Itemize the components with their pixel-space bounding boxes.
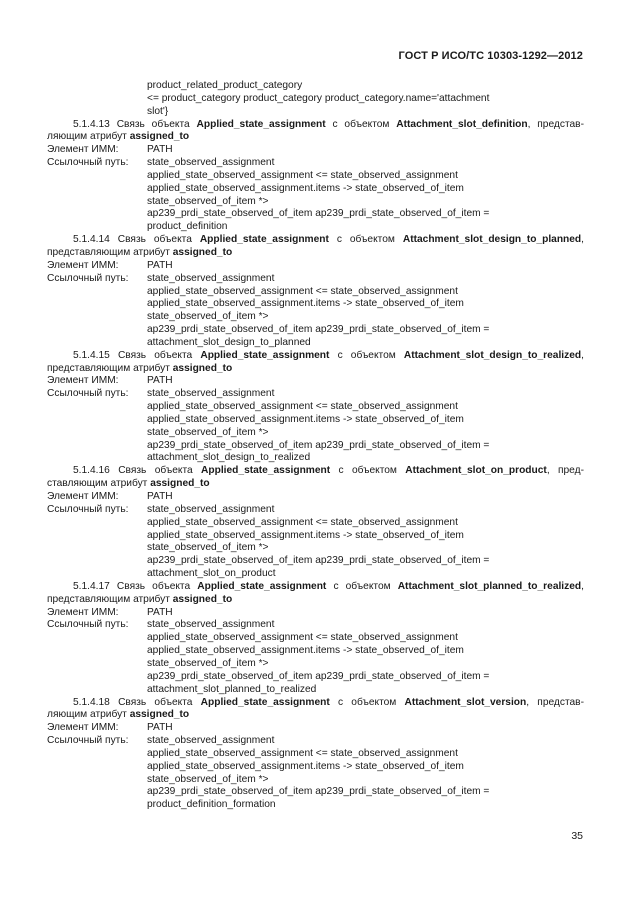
reference-path [147, 157, 584, 234]
element-label: Элемент ИММ: [47, 491, 119, 502]
path-line: attachment_slot_design_to_realized [147, 452, 311, 464]
section-pre: Связь объекта [116, 580, 191, 592]
section-number: 5.1.4.15 [73, 349, 110, 361]
element-row [47, 260, 584, 273]
path-line: state_observed_assignment [147, 157, 275, 169]
element-label: Элемент ИММ: [47, 375, 119, 387]
page-number: 35 [571, 830, 583, 842]
reference-label: Ссылочный путь: [47, 272, 129, 284]
element-label: Элемент ИММ: [47, 144, 119, 156]
section [47, 465, 584, 581]
section-target: Attachment_slot_on_product [405, 465, 547, 477]
element-label: Элемент ИММ: [47, 259, 119, 271]
path-line: state_observed_of_item *> [147, 311, 269, 323]
path-line: attachment_slot_on_product [147, 568, 276, 580]
path-line: ap239_prdi_state_observed_of_item ap239_prdi_state_observed_of_item = [147, 208, 490, 220]
section-tail2: ставляющим атрибут [47, 478, 148, 490]
section-target: Attachment_slot_design_to_planned [402, 234, 582, 246]
section-heading-line1 [47, 350, 584, 363]
section-number: 5.1.4.16 [73, 465, 110, 477]
element-value: PATH [147, 144, 173, 156]
section-heading-line2 [47, 709, 584, 722]
section-number: 5.1.4.14 [73, 234, 110, 246]
reference-row [47, 504, 584, 581]
section-attr: assigned_to [129, 709, 190, 721]
section-entity: Applied_state_assignment [197, 580, 327, 592]
section-attr: assigned_to [172, 362, 233, 374]
section-pre: Связь объекта [118, 465, 193, 477]
reference-label: Ссылочный путь: [47, 735, 129, 747]
reference-label: Ссылочный путь: [47, 388, 129, 400]
path-line: ap239_prdi_state_observed_of_item ap239_prdi_state_observed_of_item = [147, 786, 490, 798]
page-header: ГОСТ Р ИСО/ТС 10303-1292—2012 [398, 50, 583, 62]
path-line: applied_state_observed_assignment <= state_observed_assignment [147, 169, 458, 181]
element-label: Элемент ИММ: [47, 606, 119, 618]
reference-label: Ссылочный путь: [47, 157, 129, 169]
section-heading-line2 [47, 131, 584, 144]
section-number: 5.1.4.17 [73, 580, 110, 592]
section-attr: assigned_to [172, 593, 233, 605]
section-number: 5.1.4.13 [73, 118, 110, 130]
path-line: applied_state_observed_assignment <= state_observed_assignment [147, 747, 458, 759]
reference-label: Ссылочный путь: [47, 503, 129, 515]
section-pre: Связь объекта [116, 118, 190, 130]
element-value: PATH [147, 259, 173, 271]
path-line: state_observed_of_item *> [147, 657, 269, 669]
reference-row [47, 273, 584, 350]
path-line: ap239_prdi_state_observed_of_item ap239_prdi_state_observed_of_item = [147, 555, 490, 567]
path-line: applied_state_observed_assignment.items -> state_observed_of_item [147, 645, 464, 657]
section-attr: assigned_to [129, 131, 190, 143]
section-entity: Applied_state_assignment [196, 118, 326, 130]
section-tail1: , пред- [546, 465, 584, 477]
section-mid: с объектом [336, 234, 395, 246]
section-heading-line2 [47, 478, 584, 491]
section-mid: с объектом [332, 118, 390, 130]
element-value: PATH [147, 606, 173, 618]
reference-row [47, 619, 584, 696]
section-heading-line1 [47, 465, 584, 478]
path-line: applied_state_observed_assignment.items -> state_observed_of_item [147, 529, 464, 541]
path-line: state_observed_of_item *> [147, 773, 269, 785]
path-line: ap239_prdi_state_observed_of_item ap239_prdi_state_observed_of_item = [147, 670, 490, 682]
section-entity: Applied_state_assignment [201, 465, 331, 477]
intro-line: slot'} [147, 105, 169, 117]
path-line: state_observed_assignment [147, 735, 275, 747]
section-heading-line1 [47, 581, 584, 594]
section-tail1: , представ- [526, 696, 584, 708]
path-line: state_observed_of_item *> [147, 195, 269, 207]
section-heading-line2 [47, 594, 584, 607]
path-line: applied_state_observed_assignment <= state_observed_assignment [147, 401, 458, 413]
section-target: Attachment_slot_planned_to_realized [397, 580, 582, 592]
section-entity: Applied_state_assignment [199, 234, 329, 246]
element-label: Элемент ИММ: [47, 722, 119, 734]
section-tail2: представляющим атрибут [47, 593, 170, 605]
section [47, 350, 584, 466]
reference-path [147, 273, 584, 350]
path-line: applied_state_observed_assignment.items -> state_observed_of_item [147, 182, 464, 194]
path-line: applied_state_observed_assignment.items -> state_observed_of_item [147, 760, 464, 772]
section [47, 119, 584, 235]
element-value: PATH [147, 491, 173, 502]
section-tail2: представляющим атрибут [47, 362, 170, 374]
section-tail1: , [581, 349, 584, 361]
path-line: ap239_prdi_state_observed_of_item ap239_prdi_state_observed_of_item = [147, 439, 490, 451]
reference-row [47, 157, 584, 234]
path-line: applied_state_observed_assignment <= state_observed_assignment [147, 632, 458, 644]
section-heading-line2 [47, 363, 584, 376]
section-pre: Связь объекта [117, 234, 192, 246]
reference-path [147, 388, 584, 465]
element-value: PATH [147, 375, 173, 387]
element-row [47, 722, 584, 735]
path-line: applied_state_observed_assignment <= state_observed_assignment [147, 516, 458, 528]
reference-path [147, 504, 584, 581]
section-tail1: , [581, 234, 584, 246]
path-line: applied_state_observed_assignment.items -> state_observed_of_item [147, 413, 464, 425]
section-tail2: ляющим атрибут [47, 131, 127, 143]
section-mid: с объектом [338, 465, 397, 477]
section-entity: Applied_state_assignment [200, 696, 330, 708]
reference-path [147, 735, 584, 812]
path-line: state_observed_assignment [147, 503, 275, 515]
section-pre: Связь объекта [117, 349, 193, 361]
path-line: product_definition [147, 221, 228, 233]
reference-row [47, 735, 584, 812]
reference-path [147, 619, 584, 696]
section-heading-line1 [47, 234, 584, 247]
intro-block [47, 80, 584, 119]
intro-line: <= product_category product_category product_category.name='attachment [147, 92, 490, 104]
path-line: applied_state_observed_assignment <= state_observed_assignment [147, 285, 458, 297]
section-heading-line2 [47, 247, 584, 260]
document-body [47, 80, 584, 812]
path-line: ap239_prdi_state_observed_of_item ap239_prdi_state_observed_of_item = [147, 324, 490, 336]
intro-line: product_related_product_category [147, 80, 303, 91]
section-target: Attachment_slot_definition [396, 118, 528, 130]
section-attr: assigned_to [172, 246, 233, 258]
element-row [47, 144, 584, 157]
section-mid: с объектом [333, 580, 391, 592]
section-attr: assigned_to [150, 478, 210, 490]
path-line: state_observed_of_item *> [147, 542, 269, 554]
element-value: PATH [147, 722, 173, 734]
section-tail2: ляющим атрибут [47, 709, 127, 721]
path-line: attachment_slot_design_to_planned [147, 336, 311, 348]
section-mid: с объектом [337, 696, 397, 708]
sections-container [47, 119, 584, 813]
path-line: state_observed_assignment [147, 619, 275, 631]
section-target: Attachment_slot_version [404, 696, 527, 708]
element-row [47, 375, 584, 388]
path-line: state_observed_assignment [147, 388, 275, 400]
section-target: Attachment_slot_design_to_realized [403, 349, 582, 361]
section-heading-line1 [47, 697, 584, 710]
section-number: 5.1.4.18 [73, 696, 110, 708]
reference-label: Ссылочный путь: [47, 619, 129, 631]
path-line: state_observed_assignment [147, 272, 275, 284]
path-line: applied_state_observed_assignment.items -> state_observed_of_item [147, 298, 464, 310]
section [47, 697, 584, 813]
section-mid: с объектом [337, 349, 396, 361]
section-tail1: , представ- [527, 118, 584, 130]
section-tail2: представляющим атрибут [47, 246, 170, 258]
section-pre: Связь объекта [118, 696, 193, 708]
element-row [47, 607, 584, 620]
path-line: state_observed_of_item *> [147, 426, 269, 438]
path-line: product_definition_formation [147, 799, 276, 811]
path-line: attachment_slot_planned_to_realized [147, 683, 317, 695]
section [47, 581, 584, 697]
section [47, 234, 584, 350]
section-heading-line1 [47, 119, 584, 132]
reference-row [47, 388, 584, 465]
section-tail1: , [581, 580, 584, 592]
element-row [47, 491, 584, 504]
section-entity: Applied_state_assignment [200, 349, 330, 361]
